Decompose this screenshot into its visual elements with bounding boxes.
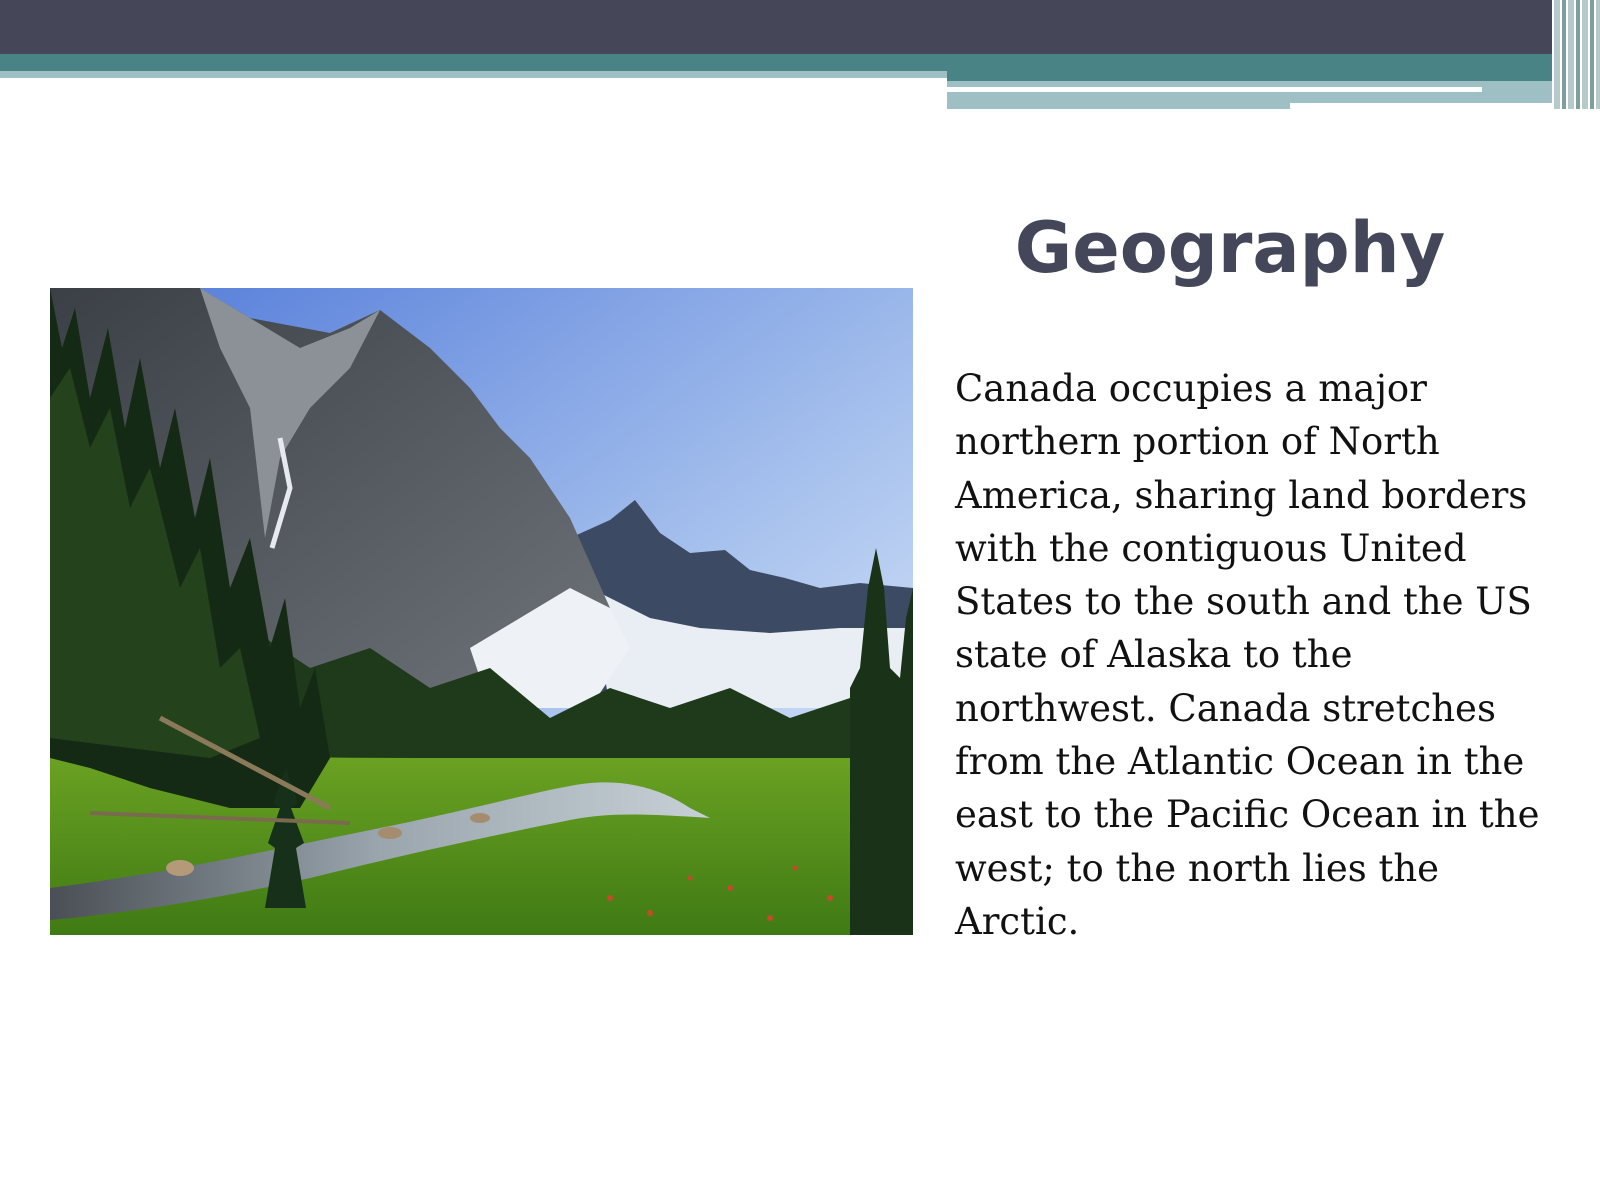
stream-rock-2: [378, 827, 402, 839]
body-paragraph: Canada occupies a major northern portion of North America, sharing land borders with the contiguous United States to the south and the US state of Alaska to the northwest. Canada stretches from the Atlantic Ocean in the east to the Pacific Ocean in the west; to the north lies the Arctic.: [955, 367, 1540, 943]
slide-title: Geography: [1014, 207, 1446, 289]
stream-rock-1: [166, 860, 194, 876]
landscape-image: [50, 288, 913, 935]
header-light-band-left: [0, 71, 947, 78]
stream-rock-3: [470, 813, 490, 823]
header-white-line: [947, 87, 1482, 92]
header-edge-stripes: [1552, 0, 1600, 109]
header-teal-band: [0, 54, 1600, 71]
header-dark-bar: [0, 0, 1600, 54]
header-teal-band-right: [947, 71, 1600, 81]
